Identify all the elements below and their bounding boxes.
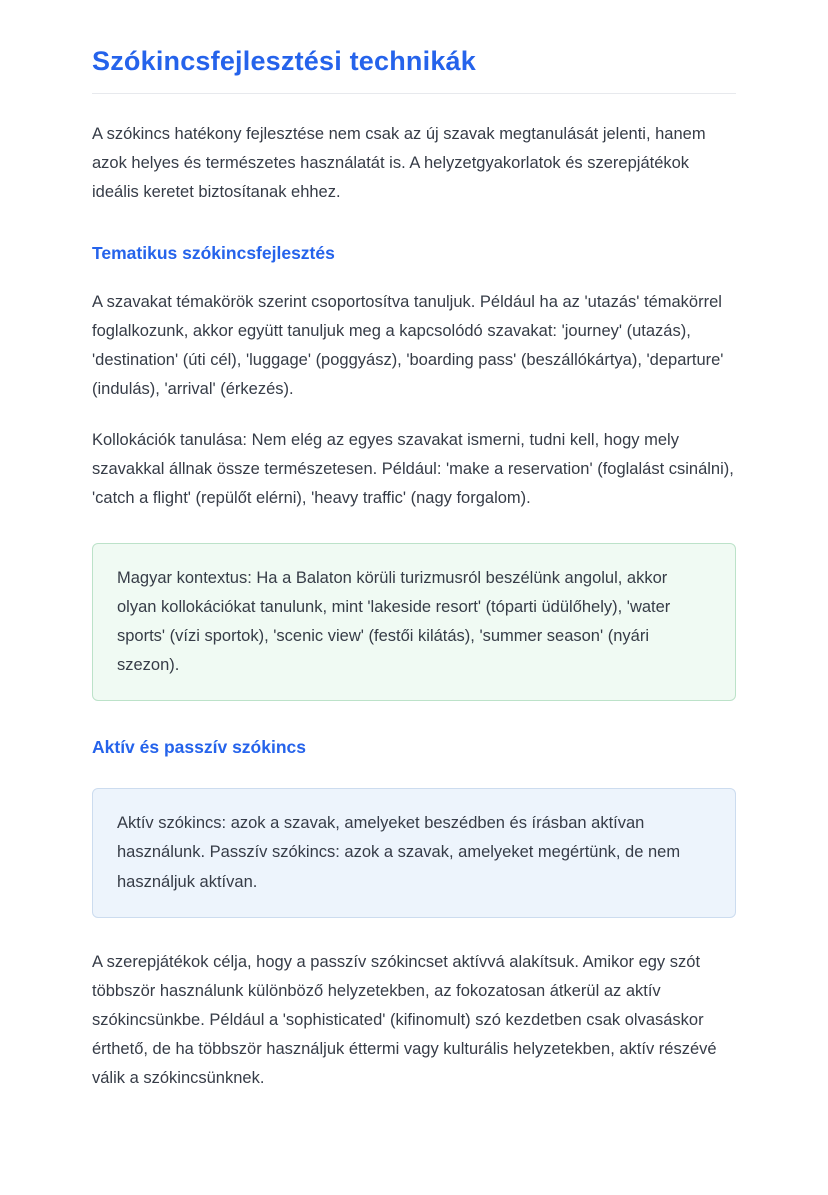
closing-paragraph-szerepjatekok-celja: A szerepjátékok célja, hogy a passzív szókincset aktívvá alakítsuk. Amikor egy szót többször használunk különböző helyzetekben, az fokozatosan átkerül az aktív szókincsünkbe. Például a 'sophisticated' (kifinomult) szó kezdetben csak olvasáskor érthető, de ha többször használjuk éttermi vagy kulturális helyzetekben, aktív részévé válik a szókincsünknek.: [92, 952, 717, 1087]
section-heading-tematikus-szokincsfejlesztes: Tematikus szókincsfejlesztés: [92, 243, 335, 264]
callout-magyar-kontextus-text: Magyar kontextus: Ha a Balaton körüli turizmusról beszélünk angolul, akkor olyan kollokációkat tanulunk, mint 'lakeside resort' (tóparti üdülőhely), 'water sports' (vízi sportok), 'scenic view' (festői kilátás), 'summer season' (nyári szezon).: [117, 569, 671, 675]
page-title: Szókincsfejlesztési technikák: [92, 46, 476, 76]
paragraph-kollokaciok: Kollokációk tanulása: Nem elég az egyes szavakat ismerni, tudni kell, hogy mely szavakkal állnak össze természetesen. Például: 'make a reservation' (foglalást csinálni), 'catch a flight' (repülőt elérni), 'heavy traffic' (nagy forgalom).: [92, 431, 734, 508]
callout-aktiv-passziv-text: Aktív szókincs: azok a szavak, amelyeket beszédben és írásban aktívan használunk. Passzív szókincs: azok a szavak, amelyeket megértünk, de nem használjuk aktívan.: [117, 814, 681, 891]
section-heading-aktiv-es-passziv-szokincs: Aktív és passzív szókincs: [92, 737, 306, 758]
title-divider: [92, 93, 736, 94]
intro-paragraph: A szókincs hatékony fejlesztése nem csak az új szavak megtanulását jelenti, hanem azok helyes és természetes használatát is. A helyzetgyakorlatok és szerepjátékok ideális keretet biztosítanak ehhez.: [92, 125, 706, 202]
callout-aktiv-passziv-definicio: [92, 788, 736, 917]
callout-magyar-kontextus: [92, 543, 736, 701]
paragraph-temakorok: A szavakat témakörök szerint csoportosítva tanuljuk. Például ha az 'utazás' témakörrel foglalkozunk, akkor együtt tanuljuk meg a kapcsolódó szavakat: 'journey' (utazás), 'destination' (úti cél), 'luggage' (poggyász), 'boarding pass' (beszállókártya), 'departure' (indulás), 'arrival' (érkezés).: [92, 293, 724, 399]
